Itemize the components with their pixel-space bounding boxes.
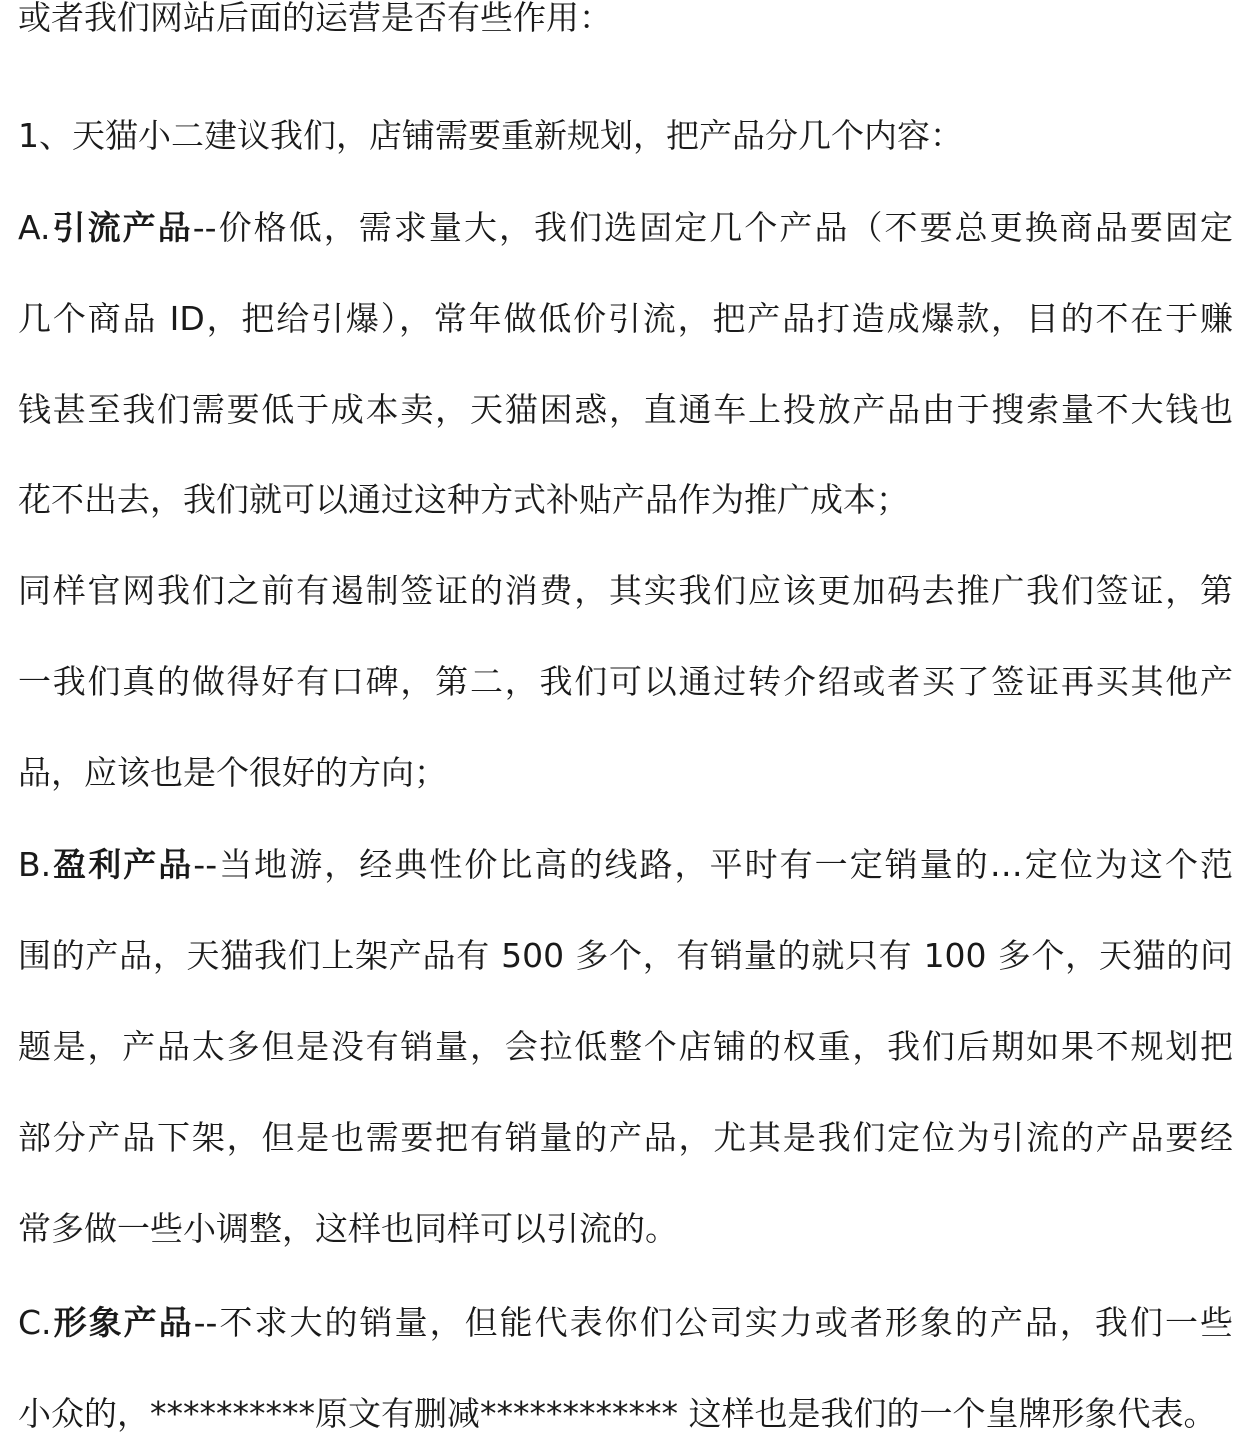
section-a-para-2-line-3 [18, 751, 1233, 795]
section-a-prefix: A. [18, 208, 51, 247]
section-c-line-2 [18, 1392, 1233, 1436]
section-b-line-1-rest: --当地游，经典性价比高的线路，平时有一定销量的…定位为这个范 [193, 845, 1233, 884]
section-a-para-2-line-1-text: 同样官网我们之前有遏制签证的消费，其实我们应该更加码去推广我们签证，第 [18, 571, 1233, 610]
section-b-line-4 [18, 1116, 1233, 1160]
section-a-line-3-text: 钱甚至我们需要低于成本卖，天猫困惑，直通车上投放产品由于搜索量不大钱也 [18, 390, 1233, 429]
section-a-para-2-line-1 [18, 569, 1233, 613]
section-b-line-3 [18, 1025, 1233, 1069]
section-a-line-3 [18, 388, 1233, 432]
section-a-line-2 [18, 297, 1233, 341]
section-a-line-2-text: 几个商品 ID，把给引爆），常年做低价引流，把产品打造成爆款，目的不在于赚 [18, 299, 1233, 338]
section-a-line-4 [18, 478, 1233, 522]
section-c-line-1-rest: --不求大的销量，但能代表你们公司实力或者形象的产品，我们一些 [193, 1303, 1233, 1342]
section-b-line-2-text: 围的产品，天猫我们上架产品有 500 多个，有销量的就只有 100 多个，天猫的问 [18, 936, 1233, 975]
section-b-prefix: B. [18, 845, 52, 884]
section-a-heading: 引流产品 [50, 208, 193, 247]
section-a-line-1-rest: --价格低，需求量大，我们选固定几个产品（不要总更换商品要固定 [192, 208, 1233, 247]
section-c-prefix: C. [18, 1303, 52, 1342]
section-b-line-5-text: 常多做一些小调整，这样也同样可以引流的。 [18, 1209, 678, 1248]
section-c-line-2-text: 小众的，**********原文有删减************ 这样也是我们的一个皇牌形象代表。 [18, 1394, 1217, 1433]
intro-sentence: 或者我们网站后面的运营是否有些作用： [18, 0, 612, 37]
section-a-line-4-text: 花不出去，我们就可以通过这种方式补贴产品作为推广成本； [18, 480, 909, 519]
point-1-sentence: 1、天猫小二建议我们，店铺需要重新规划，把产品分几个内容： [18, 116, 963, 155]
intro-text [18, 0, 1233, 40]
section-b-line-4-text: 部分产品下架，但是也需要把有销量的产品，尤其是我们定位为引流的产品要经 [18, 1118, 1233, 1157]
section-a-line-1 [18, 206, 1233, 250]
section-b-line-1 [18, 843, 1233, 887]
section-a-para-2-line-3-text: 品，应该也是个很好的方向； [18, 753, 447, 792]
section-b-line-2 [18, 934, 1233, 978]
section-a-para-2-line-2 [18, 660, 1233, 704]
section-c-line-1 [18, 1301, 1233, 1345]
section-b-heading: 盈利产品 [51, 845, 194, 884]
point-1-text [18, 114, 1233, 158]
section-b-line-3-text: 题是，产品太多但是没有销量，会拉低整个店铺的权重，我们后期如果不规划把 [18, 1027, 1233, 1066]
section-b-line-5 [18, 1207, 1233, 1251]
section-c-heading: 形象产品 [51, 1303, 194, 1342]
section-a-para-2-line-2-text: 一我们真的做得好有口碑，第二，我们可以通过转介绍或者买了签证再买其他产 [18, 662, 1233, 701]
